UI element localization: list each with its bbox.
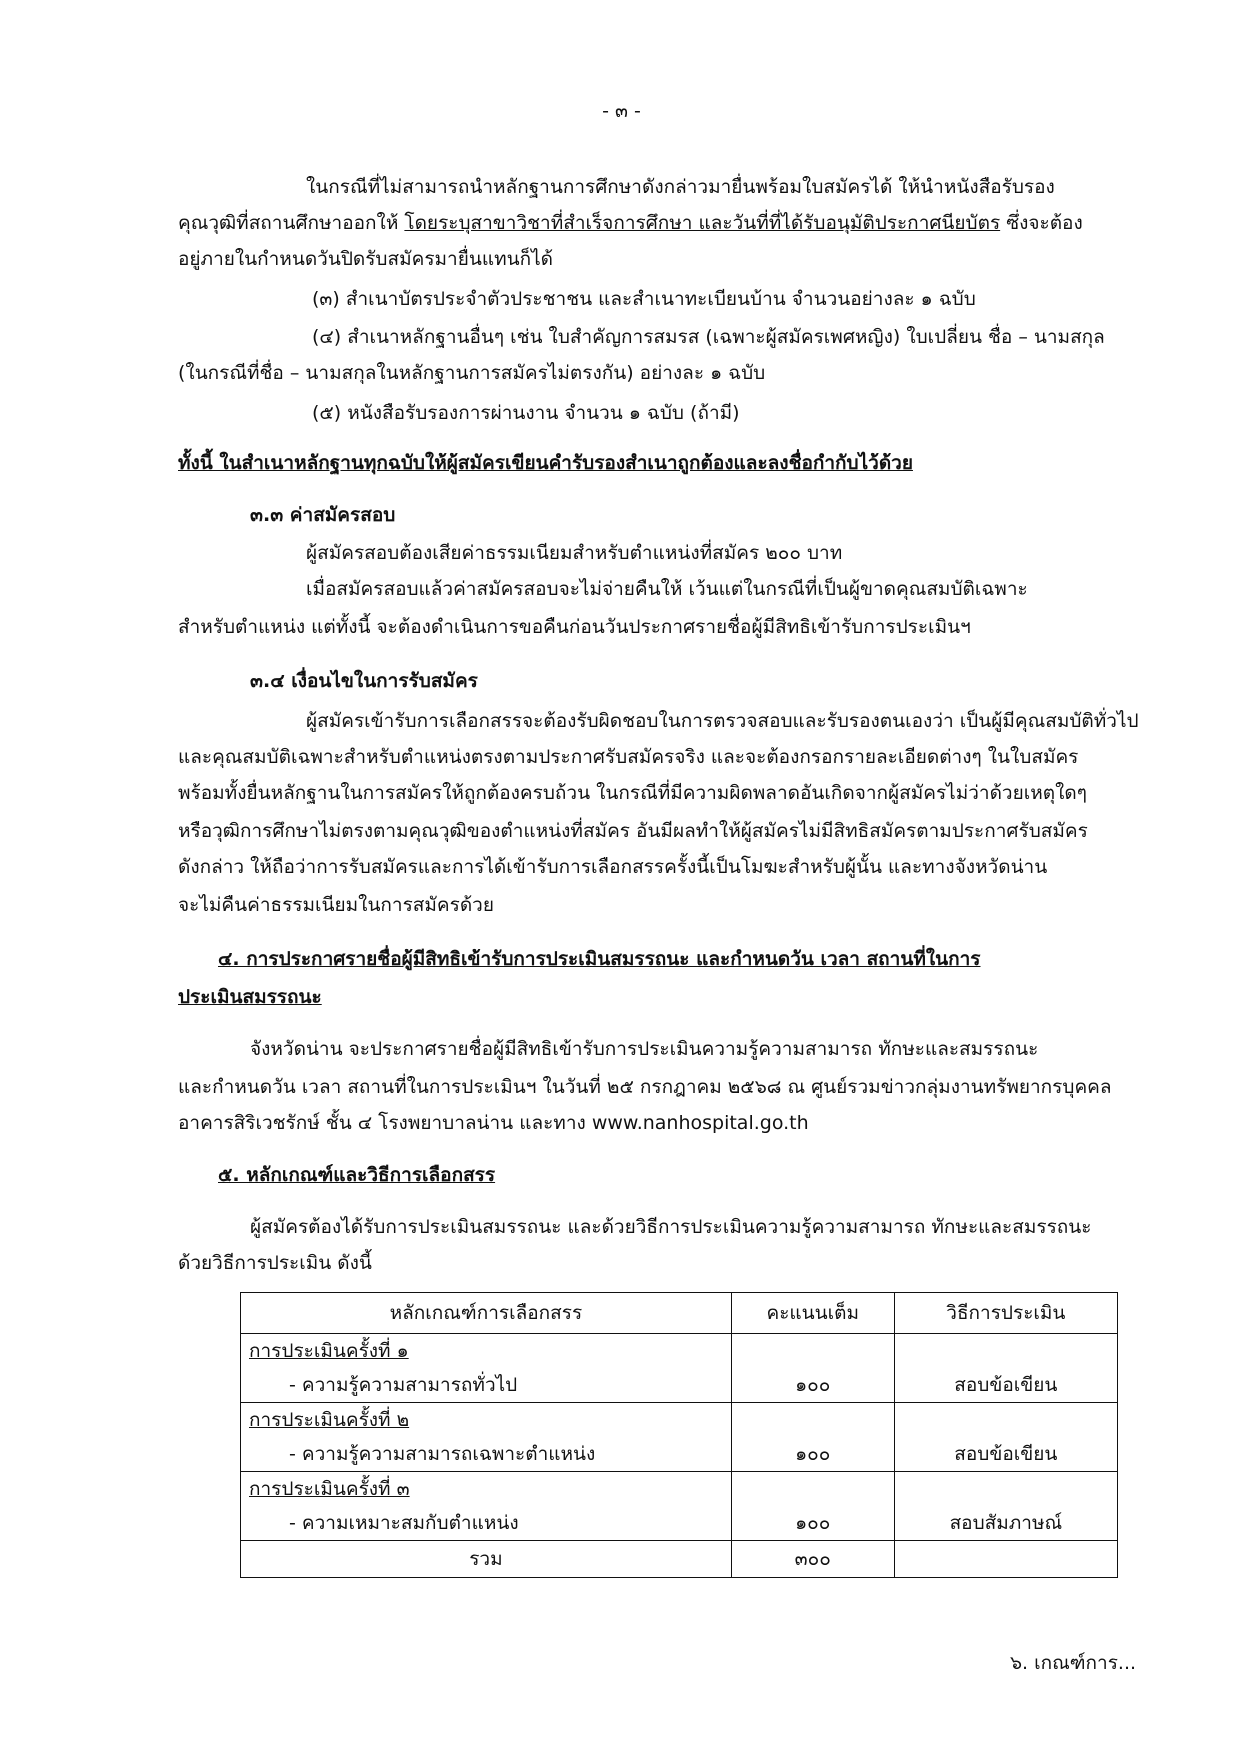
total-score: ๓๐๐: [731, 1541, 894, 1578]
method-cell: [894, 1334, 1117, 1403]
round-title: การประเมินครั้งที่ ๓: [249, 1478, 410, 1500]
paragraph-line: สำหรับตำแหน่ง แต่ทั้งนี้ จะต้องดำเนินการขอคืนก่อนวันประกาศรายชื่อผู้มีสิทธิเข้ารับการประเมินฯ: [178, 616, 971, 638]
paragraph-line: อยู่ภายในกำหนดวันปิดรับสมัครมายื่นแทนก็ได้: [178, 248, 553, 270]
round-title: การประเมินครั้งที่ ๑: [249, 1340, 409, 1362]
method-cell: [894, 1403, 1117, 1472]
paragraph-line: และคุณสมบัติเฉพาะสำหรับตำแหน่งตรงตามประกาศรับสมัครจริง และจะต้องกรอกรายละเอียดต่างๆ ในใบสมัคร: [178, 746, 1079, 768]
certify-note: ทั้งนี้ ในสำเนาหลักฐานทุกฉบับให้ผู้สมัครเขียนคำรับรองสำเนาถูกต้องและลงชื่อกำกับไว้ด้วย: [178, 452, 913, 474]
document-item-3: (๓) สำเนาบัตรประจำตัวประชาชน และสำเนาทะเบียนบ้าน จำนวนอย่างละ ๑ ฉบับ: [312, 288, 976, 310]
text-span: คุณวุฒิที่สถานศึกษาออกให้: [178, 212, 405, 234]
score-cell: [731, 1334, 894, 1403]
document-item-5: (๕) หนังสือรับรองการผ่านงาน จำนวน ๑ ฉบับ (ถ้ามี): [312, 402, 740, 424]
paragraph-line: และกำหนดวัน เวลา สถานที่ในการประเมินฯ ในวันที่ ๒๕ กรกฎาคม ๒๕๖๘ ณ ศูนย์รวมข่าวกลุ่มงานทรัพยากรบุคคล: [178, 1076, 1112, 1098]
method-value: สอบสัมภาษณ์: [949, 1512, 1063, 1534]
paragraph-line: เมื่อสมัครสอบแล้วค่าสมัครสอบจะไม่จ่ายคืนให้ เว้นแต่ในกรณีที่เป็นผู้ขาดคุณสมบัติเฉพาะ: [306, 578, 1028, 600]
score-value: ๑๐๐: [795, 1374, 831, 1396]
score-cell: [731, 1403, 894, 1472]
table-total-row: [241, 1541, 1118, 1578]
method-value: สอบข้อเขียน: [954, 1443, 1058, 1465]
column-header: หลักเกณฑ์การเลือกสรร: [241, 1293, 732, 1334]
page-number: - ๓ -: [602, 100, 641, 122]
paragraph-line: ดังกล่าว ให้ถือว่าการรับสมัครและการได้เข้ารับการเลือกสรรครั้งนี้เป็นโมฆะสำหรับผู้นั้น และทางจังหวัดน่าน: [178, 856, 1048, 878]
criteria-cell: [241, 1334, 732, 1403]
paragraph-line: จะไม่คืนค่าธรรมเนียมในการสมัครด้วย: [178, 894, 494, 916]
total-label: รวม: [241, 1541, 732, 1578]
section-4-heading: ๔. การประกาศรายชื่อผู้มีสิทธิเข้ารับการประเมินสมรรถนะ และกำหนดวัน เวลา สถานที่ในการ: [218, 948, 981, 970]
section-3-4-heading: ๓.๔ เงื่อนไขในการรับสมัคร: [250, 670, 478, 692]
score-value: ๑๐๐: [795, 1443, 831, 1465]
continuation-note: ๖. เกณฑ์การ...: [1010, 1652, 1137, 1674]
table-row: [241, 1472, 1118, 1541]
criteria-table: [240, 1292, 1118, 1578]
paragraph-line: ผู้สมัครต้องได้รับการประเมินสมรรถนะ และด้วยวิธีการประเมินความรู้ความสามารถ ทักษะและสมรรถนะ: [250, 1216, 1092, 1238]
round-item: - ความเหมาะสมกับตำแหน่ง: [289, 1512, 519, 1534]
paragraph-line: ในกรณีที่ไม่สามารถนำหลักฐานการศึกษาดังกล่าวมายื่นพร้อมใบสมัครได้ ให้นำหนังสือรับรอง: [306, 176, 1055, 198]
method-cell: [894, 1472, 1117, 1541]
round-item: - ความรู้ความสามารถทั่วไป: [289, 1374, 518, 1396]
table-row: [241, 1403, 1118, 1472]
total-method-cell: [894, 1541, 1117, 1578]
section-3-3-heading: ๓.๓ ค่าสมัครสอบ: [250, 504, 396, 526]
underlined-text: โดยระบุสาขาวิชาที่สำเร็จการศึกษา และวันที่ที่ได้รับอนุมัติประกาศนียบัตร: [404, 212, 1001, 234]
method-value: สอบข้อเขียน: [954, 1374, 1058, 1396]
paragraph-line: จังหวัดน่าน จะประกาศรายชื่อผู้มีสิทธิเข้ารับการประเมินความรู้ความสามารถ ทักษะและสมรรถนะ: [250, 1038, 1039, 1060]
criteria-cell: [241, 1472, 732, 1541]
paragraph-line: พร้อมทั้งยื่นหลักฐานในการสมัครให้ถูกต้องครบถ้วน ในกรณีที่มีความผิดพลาดอันเกิดจากผู้สมัครไม่ว่าด้วยเหตุใดๆ: [178, 782, 1087, 804]
round-item: - ความรู้ความสามารถเฉพาะตำแหน่ง: [289, 1443, 596, 1465]
column-header: วิธีการประเมิน: [894, 1293, 1117, 1334]
paragraph-line: ด้วยวิธีการประเมิน ดังนี้: [178, 1252, 372, 1274]
criteria-cell: [241, 1403, 732, 1472]
document-item-4: (๔) สำเนาหลักฐานอื่นๆ เช่น ใบสำคัญการสมรส (เฉพาะผู้สมัครเพศหญิง) ใบเปลี่ยน ชื่อ – นามสกุล: [312, 326, 1105, 348]
paragraph-line: ผู้สมัครเข้ารับการเลือกสรรจะต้องรับผิดชอบในการตรวจสอบและรับรองตนเองว่า เป็นผู้มีคุณสมบัติทั่วไป: [306, 710, 1139, 732]
column-header: คะแนนเต็ม: [731, 1293, 894, 1334]
paragraph-line: อาคารสิริเวชรักษ์ ชั้น ๔ โรงพยาบาลน่าน และทาง www.nanhospital.go.th: [178, 1112, 809, 1134]
paragraph-line: ผู้สมัครสอบต้องเสียค่าธรรมเนียมสำหรับตำแหน่งที่สมัคร ๒๐๐ บาท: [306, 542, 843, 564]
section-5-heading: ๕. หลักเกณฑ์และวิธีการเลือกสรร: [218, 1164, 496, 1186]
table-header-row: [241, 1293, 1118, 1334]
table-row: [241, 1334, 1118, 1403]
score-cell: [731, 1472, 894, 1541]
score-value: ๑๐๐: [795, 1512, 831, 1534]
round-title: การประเมินครั้งที่ ๒: [249, 1409, 410, 1431]
paragraph-line: หรือวุฒิการศึกษาไม่ตรงตามคุณวุฒิของตำแหน่งที่สมัคร อันมีผลทำให้ผู้สมัครไม่มีสิทธิสมัครตามประกาศรับสมัคร: [178, 820, 1088, 842]
paragraph-line: [178, 208, 1083, 238]
document-item-4-cont: (ในกรณีที่ชื่อ – นามสกุลในหลักฐานการสมัครไม่ตรงกัน) อย่างละ ๑ ฉบับ: [178, 362, 766, 384]
section-4-heading-cont: ประเมินสมรรถนะ: [178, 986, 322, 1008]
text-span: ซึ่งจะต้อง: [1000, 212, 1083, 234]
